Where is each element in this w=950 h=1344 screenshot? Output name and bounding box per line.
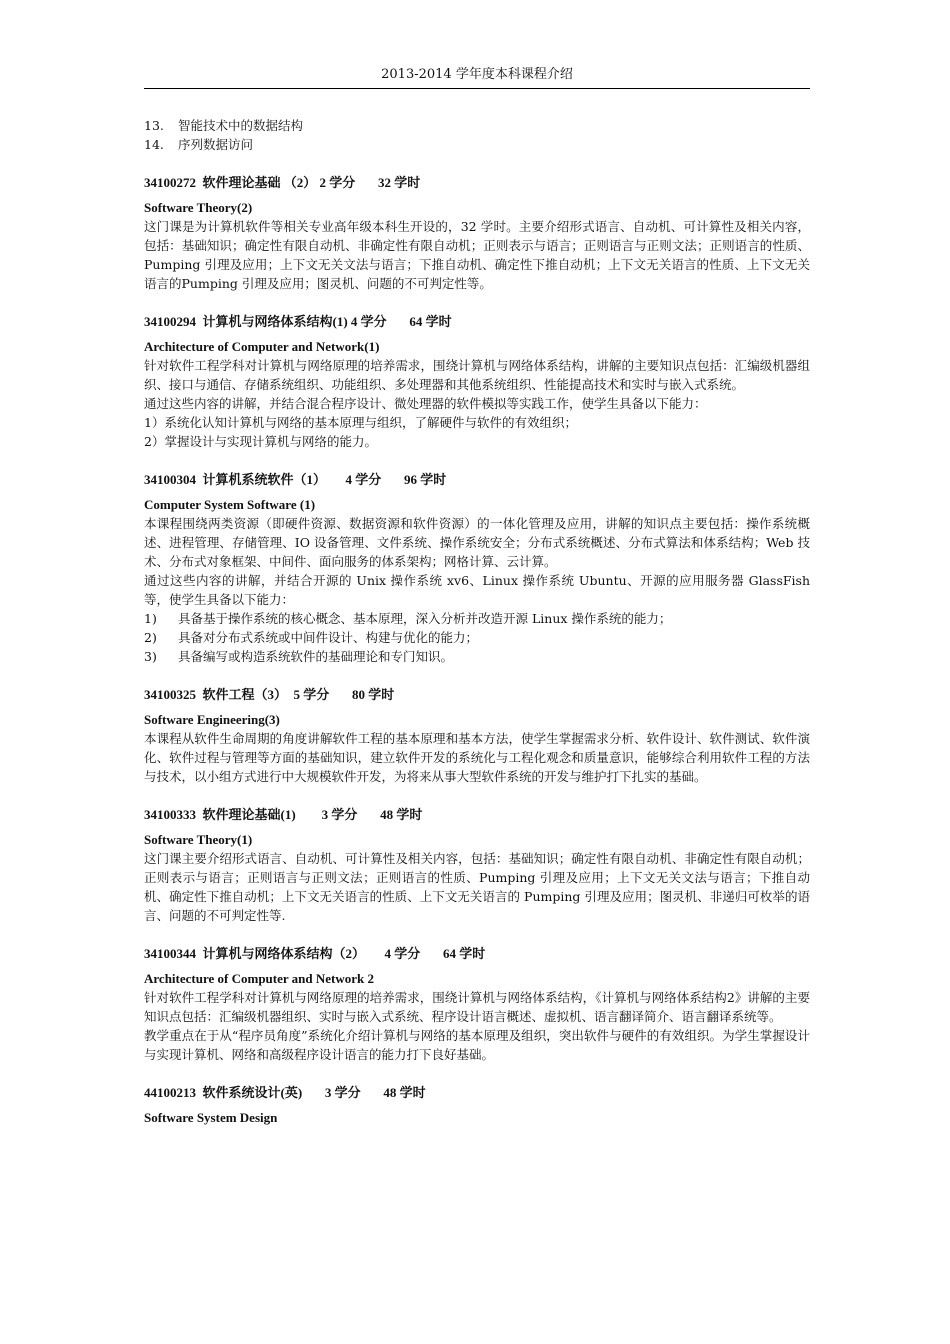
list-item-text: 序列数据访问 — [178, 137, 254, 152]
page-content — [144, 116, 810, 1127]
course-english-name: Architecture of Computer and Network 2 — [144, 971, 374, 986]
numbered-item — [144, 609, 810, 628]
course-section — [144, 470, 810, 666]
numbered-item-number: 1) — [144, 611, 157, 626]
numbered-item-number: 2) — [144, 630, 157, 645]
numbered-item-text: 具备基于操作系统的核心概念、基本原理，深入分析并改造开源 Linux 操作系统的能力； — [178, 611, 672, 626]
course-english-name: Software Engineering(3) — [144, 712, 280, 727]
course-section — [144, 312, 810, 451]
course-description: 通过这些内容的讲解，并结合混合程序设计、微处理器的软件模拟等实践工作，使学生具备以下能力： — [144, 396, 707, 411]
course-section — [144, 173, 810, 293]
course-section — [144, 805, 810, 925]
course-description: 针对软件工程学科对计算机与网络原理的培养需求，围绕计算机与网络体系结构，讲解的主要知识点包括：汇编级机器组织、接口与通信、存储系统组织、功能组织、多处理器和其他系统组织、性能提高技术和实时与嵌入式系统。 — [144, 358, 810, 392]
course-description: 这门课主要介绍形式语言、自动机、可计算性及相关内容，包括：基础知识；确定性有限自动机、非确定性有限自动机；正则表示与语言；正则语言与正则文法；正则语言的性质、Pumping 引理及应用；上下文无关文法与语言；下推自动机、确定性下推自动机；上下文无关语言的性质、上下文无关语言的 Pumping 引理及应用；图灵机、非递归可枚举的语言、问题的不可判定性等. — [144, 851, 810, 923]
course-description: 本课程围绕两类资源（即硬件资源、数据资源和软件资源）的一体化管理及应用，讲解的知识点主要包括：操作系统概述、进程管理、存储管理、IO 设备管理、文件系统、操作系统安全；分布式系统概述、分布式算法和体系结构；Web 技术、分布式对象框架、中间件、面向服务的体系架构；网格计算、云计算。 — [144, 516, 810, 569]
numbered-item-text: 具备对分布式系统或中间件设计、构建与优化的能力； — [178, 630, 479, 645]
numbered-item — [144, 647, 810, 666]
course-description: 这门课是为计算机软件等相关专业高年级本科生开设的，32 学时。主要介绍形式语言、自动机、可计算性及相关内容，包括：基础知识；确定性有限自动机、非确定性有限自动机；正则表示与语言；正则语言与正则文法；正则语言的性质、Pumping 引理及应用；上下文无关文法与语言；下推自动机、确定性下推自动机；上下文无关语言的性质、上下文无关语言的Pumping 引理及应用；图灵机、问题的不可判定性等。 — [144, 219, 810, 291]
course-description: 1）系统化认知计算机与网络的基本原理与组织，了解硬件与软件的有效组织； — [144, 415, 577, 430]
course-title: 34100294 计算机与网络体系结构(1) 4 学分 64 学时 — [144, 314, 452, 329]
course-description: 本课程从软件生命周期的角度讲解软件工程的基本原理和基本方法，使学生掌握需求分析、软件设计、软件测试、软件演化、软件过程与管理等方面的基础知识，建立软件开发的系统化与工程化观念和质量意识，能够综合利用软件工程的方法与技术，以小组方式进行中大规模软件开发，为将来从事大型软件系统的开发与维护打下扎实的基础。 — [144, 731, 810, 784]
course-description: 2）掌握设计与实现计算机与网络的能力。 — [144, 434, 377, 449]
course-description: 教学重点在于从“程序员角度”系统化介绍计算机与网络的基本原理及组织，突出软件与硬件的有效组织。为学生掌握设计与实现计算机、网络和高级程序设计语言的能力打下良好基础。 — [144, 1028, 810, 1062]
course-english-name: Software Theory(2) — [144, 200, 253, 215]
list-item-number: 13. — [144, 118, 164, 133]
numbered-item-number: 3) — [144, 649, 157, 664]
list-item — [144, 116, 810, 135]
course-section — [144, 1083, 810, 1127]
course-english-name: Software Theory(1) — [144, 832, 253, 847]
page-header: 2013-2014 学年度本科课程介绍 — [381, 67, 573, 82]
course-english-name: Software System Design — [144, 1110, 278, 1125]
header-rule — [144, 88, 810, 89]
list-item-text: 智能技术中的数据结构 — [178, 118, 304, 133]
course-english-name: Architecture of Computer and Network(1) — [144, 339, 380, 354]
course-title: 34100344 计算机与网络体系结构（2） 4 学分 64 学时 — [144, 946, 486, 961]
course-title: 34100333 软件理论基础(1) 3 学分 48 学时 — [144, 807, 423, 822]
course-title: 34100325 软件工程（3） 5 学分 80 学时 — [144, 687, 395, 702]
course-description: 通过这些内容的讲解，并结合开源的 Unix 操作系统 xv6、Linux 操作系统 Ubuntu、开源的应用服务器 GlassFish 等，使学生具备以下能力： — [144, 573, 810, 607]
numbered-item — [144, 628, 810, 647]
course-title: 34100304 计算机系统软件（1） 4 学分 96 学时 — [144, 472, 447, 487]
numbered-item-text: 具备编写或构造系统软件的基础理论和专门知识。 — [178, 649, 454, 664]
course-section — [144, 685, 810, 786]
course-title: 34100272 软件理论基础 （2） 2 学分 32 学时 — [144, 175, 421, 190]
course-title: 44100213 软件系统设计(英) 3 学分 48 学时 — [144, 1085, 426, 1100]
course-section — [144, 944, 810, 1064]
course-description: 针对软件工程学科对计算机与网络原理的培养需求，围绕计算机与网络体系结构，《计算机与网络体系结构2》讲解的主要知识点包括：汇编级机器组织、实时与嵌入式系统、程序设计语言概述、虚拟机、语言翻译简介、语言翻译系统等。 — [144, 990, 810, 1024]
list-item — [144, 135, 810, 154]
course-english-name: Computer System Software (1) — [144, 497, 316, 512]
list-item-number: 14. — [144, 137, 164, 152]
